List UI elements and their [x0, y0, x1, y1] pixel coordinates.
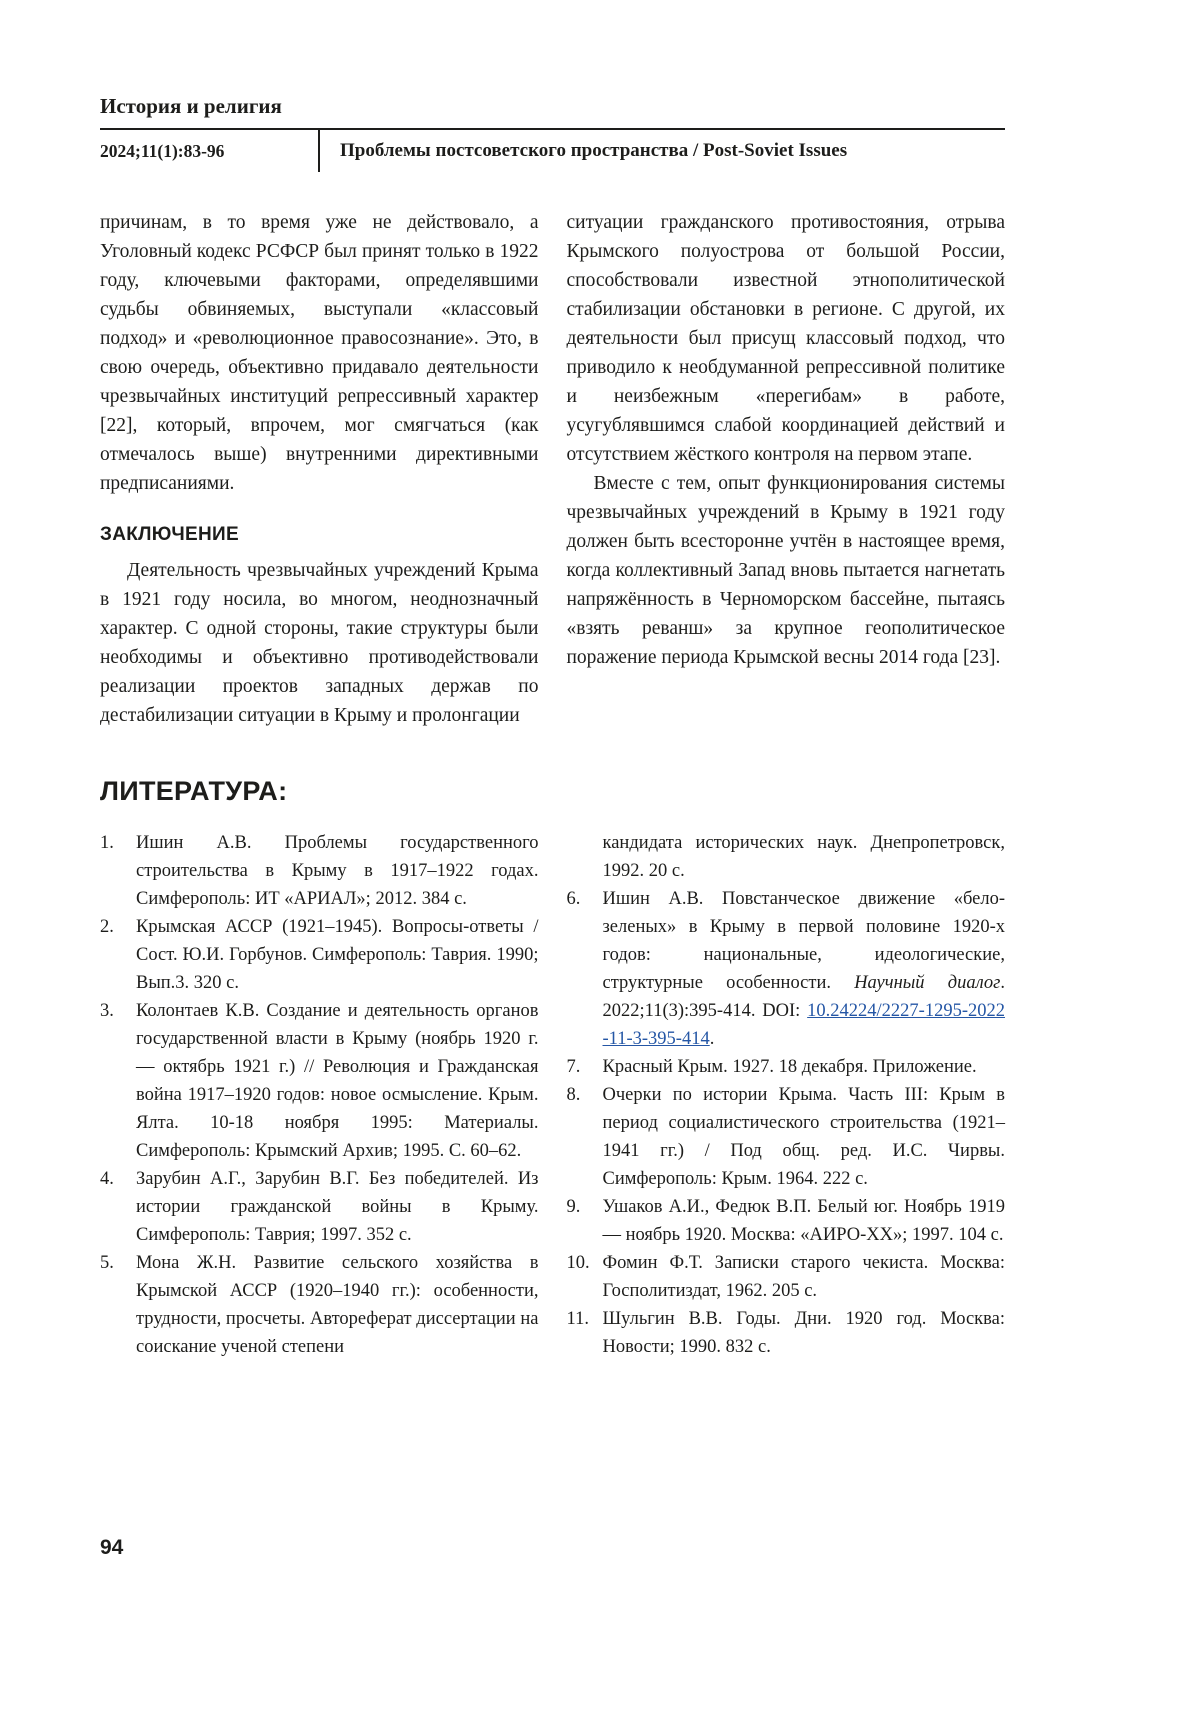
reference-text-post: . — [709, 1029, 715, 1049]
references-right-column — [567, 829, 1006, 1361]
page-content — [100, 94, 1005, 1361]
reference-text: Колонтаев К.В. Создание и деятельность органов государственной власти в Крыму (ноябрь 1920 г. — октябрь 1921 г.) // Революция и Гражданская война 1917–1920 годов: новое осмысление. Крым. Ялта. 10-18 ноября 1995: Материалы. Симферополь: Крымский Архив; 1995. С. 60–62. — [136, 1001, 539, 1161]
reference-item — [567, 885, 1006, 1053]
reference-text: Очерки по истории Крыма. Часть III: Крым в период социалистического строительства (1921–1941 гг.) / Под общ. ред. И.С. Чирвы. Симферополь: Крым. 1964. 222 с. — [602, 1085, 1005, 1189]
reference-text: Мона Ж.Н. Развитие сельского хозяйства в Крымской АССР (1920–1940 гг.): особенности, трудности, просчеты. Автореферат диссертации на соискание ученой степени — [136, 1253, 539, 1357]
literature-heading: ЛИТЕРАТУРА: — [100, 776, 288, 806]
article-right-column — [567, 208, 1006, 730]
reference-text: Зарубин А.Г., Зарубин В.Г. Без победителей. Из истории гражданской войны в Крыму. Симферополь: Таврия; 1997. 352 с. — [136, 1169, 539, 1245]
reference-text: Шульгин В.В. Годы. Дни. 1920 год. Москва: Новости; 1990. 832 с. — [602, 1309, 1005, 1357]
journal-title: Проблемы постсоветского пространства / Post-Soviet Issues — [340, 140, 848, 161]
page-number: 94 — [100, 1536, 124, 1559]
reference-item-continuation — [567, 829, 1006, 885]
reference-item — [100, 1249, 539, 1361]
reference-text — [603, 889, 1006, 1049]
reference-item — [567, 1081, 1006, 1193]
body-paragraph: Вместе с тем, опыт функционирования системы чрезвычайных учреждений в Крыму в 1921 году должен быть всесторонне учтён в настоящее время, когда коллективный Запад вновь пытается нагнетать напряжённость в Черноморском бассейне, пытаясь «взять реванш» за крупное геополитическое поражение периода Крымской весны 2014 года [23]. — [566, 473, 1005, 668]
reference-item — [100, 1165, 539, 1249]
reference-number: 4. — [100, 1169, 114, 1189]
conclusion-heading: ЗАКЛЮЧЕНИЕ — [100, 524, 239, 545]
reference-number: 3. — [100, 1001, 114, 1021]
body-paragraph: Деятельность чрезвычайных учреждений Крыма в 1921 году носила, во многом, неоднозначный характер. С одной стороны, такие структуры были необходимы и объективно противодействовали реализации проектов западных держав по дестабилизации ситуации в Крыму и пролонгации — [100, 560, 539, 726]
issue-info: 2024;11(1):83-96 — [100, 141, 225, 161]
reference-number: 8. — [566, 1085, 581, 1105]
reference-text: Красный Крым. 1927. 18 декабря. Приложение. — [602, 1057, 977, 1077]
article-body — [100, 208, 1005, 730]
reference-text-mid: . 2022;11(3):395-414. DOI: — [602, 973, 1005, 1021]
reference-item — [100, 913, 539, 997]
journal-name-italic: Научный диалог — [854, 973, 1001, 993]
reference-text: Ишин А.В. Проблемы государственного строительства в Крыму в 1917–1922 годах. Симферополь: ИТ «АРИАЛ»; 2012. 384 с. — [136, 833, 539, 909]
reference-item — [100, 997, 539, 1165]
body-paragraph: причинам, в то время уже не действовало, а Уголовный кодекс РСФСР был принят только в 1922 году, ключевыми факторами, определявшими судьбы обвиняемых, выступали «классовый подход» и «революционное правосознание». Это, в свою очередь, объективно придавало деятельности чрезвычайных институций репрессивный характер [22], который, впрочем, мог смягчаться (как отмечалось выше) внутренними директивными предписаниями. — [100, 212, 539, 494]
reference-item — [567, 1305, 1006, 1361]
reference-item — [567, 1249, 1006, 1305]
reference-text: кандидата исторических наук. Днепропетровск, 1992. 20 с. — [602, 833, 1005, 881]
reference-number: 9. — [566, 1197, 581, 1217]
references-left-column — [100, 829, 539, 1361]
reference-item — [567, 1193, 1006, 1249]
reference-number: 6. — [566, 889, 581, 909]
reference-number: 5. — [100, 1253, 114, 1273]
reference-text: Крымская АССР (1921–1945). Вопросы-ответы / Сост. Ю.И. Горбунов. Симферополь: Таврия. 1990; Вып.3. 320 с. — [136, 917, 539, 993]
reference-item — [100, 829, 539, 913]
reference-text: Ушаков А.И., Федюк В.П. Белый юг. Ноябрь 1919 — ноябрь 1920. Москва: «АИРО-ХХ»; 1997. 104 с. — [602, 1197, 1005, 1245]
reference-number: 7. — [566, 1057, 581, 1077]
reference-text-pre: Ишин А.В. Повстанческое движение «бело-зеленых» в Крыму в первой половине 1920-х годов: национальные, идеологические, структурные особенности. — [602, 889, 1005, 993]
section-label: История и религия — [100, 94, 282, 118]
reference-number: 11. — [566, 1309, 589, 1329]
references-section — [100, 829, 1005, 1361]
reference-number: 1. — [100, 833, 114, 853]
body-paragraph: ситуации гражданского противостояния, отрыва Крымского полуострова от большой России, способствовали известной этнополитической стабилизации обстановки в регионе. С другой, их деятельности был присущ классовый подход, что приводило к необдуманной репрессивной политике и неизбежным «перегибам» в работе, усугублявшимся слабой координацией действий и отсутствием жёсткого контроля на первом этапе. — [566, 212, 1005, 465]
reference-number: 10. — [566, 1253, 590, 1273]
page-header — [100, 94, 1005, 172]
article-left-column — [100, 208, 539, 730]
reference-number: 2. — [100, 917, 114, 937]
journal-row — [100, 130, 1005, 172]
reference-text: Фомин Ф.Т. Записки старого чекиста. Москва: Госполитиздат, 1962. 205 с. — [602, 1253, 1005, 1301]
doi-link[interactable]: 10.24224/2227-1295-2022-11-3-395-414 — [602, 1001, 1005, 1049]
reference-item — [567, 1053, 1006, 1081]
